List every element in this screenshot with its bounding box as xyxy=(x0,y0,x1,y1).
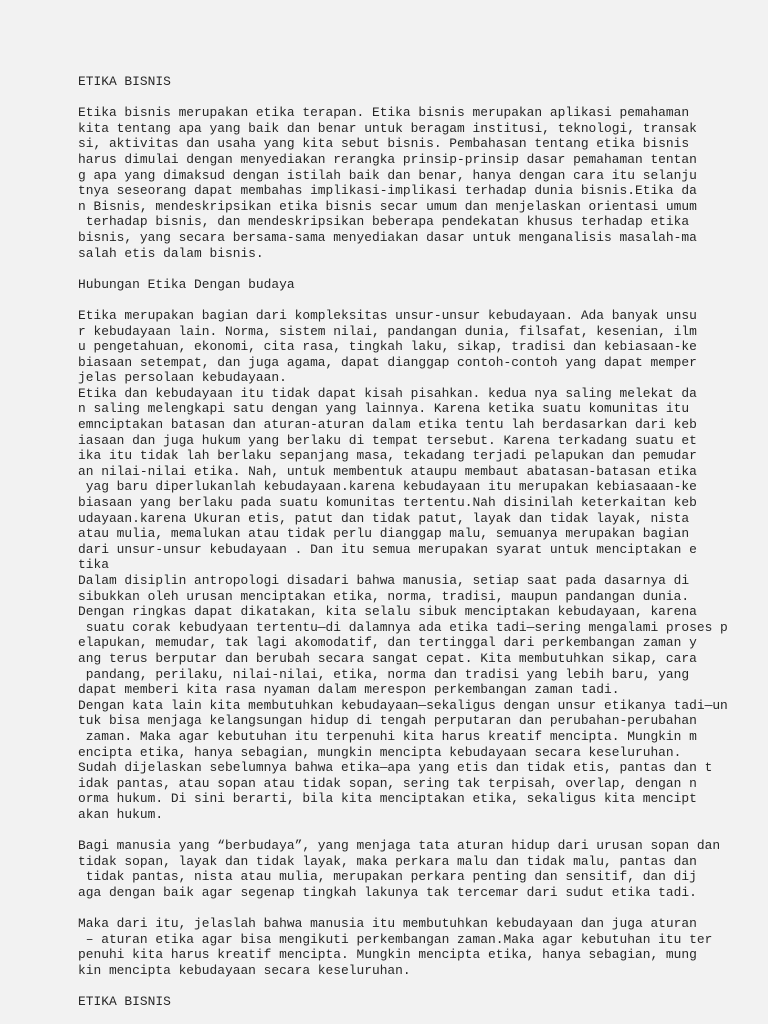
text-line: r kebudayaan lain. Norma, sistem nilai, pandangan dunia, filsafat, kesenian, ilm xyxy=(78,323,697,339)
text-line: tidak pantas, nista atau mulia, merupakan perkara penting dan sensitif, dan dij xyxy=(78,869,697,885)
text-line: aga dengan baik agar segenap tingkah lakunya tak tercemar dari sudut etika tadi. xyxy=(78,884,697,900)
text-line: elapukan, memudar, tak lagi akomodatif, dan tertinggal dari perkembangan zaman y xyxy=(78,635,697,651)
text-line: n saling melengkapi satu dengan yang lainnya. Karena ketika suatu komunitas itu xyxy=(78,401,690,417)
paragraph-gap xyxy=(78,900,738,916)
text-line: suatu corak kebudyaan tertentu—di dalamnya ada etika tadi—sering mengalami proses p xyxy=(78,619,728,635)
document-body xyxy=(78,74,738,1010)
text-line: salah etis dalam bisnis. xyxy=(78,245,264,261)
paragraph-gap xyxy=(78,261,738,277)
paragraph-gap xyxy=(78,823,738,839)
text-line: encipta etika, hanya sebagian, mungkin mencipta kebudayaan secara keseluruhan. xyxy=(78,744,682,760)
text-line: Sudah dijelaskan sebelumnya bahwa etika—apa yang etis dan tidak etis, pantas dan t xyxy=(78,760,713,776)
text-line: harus dimulai dengan menyediakan rerangka prinsip-prinsip dasar pemahaman tentan xyxy=(78,151,697,167)
text-line: jelas persolaan kebudayaan. xyxy=(78,370,287,386)
paragraph xyxy=(78,916,738,978)
document-title: ETIKA BISNIS xyxy=(78,74,171,89)
text-line: udayaan.karena Ukuran etis, patut dan tidak patut, layak dan tidak layak, nista xyxy=(78,510,690,526)
text-line: emnciptakan batasan dan aturan-aturan dalam etika tentu lah berdasarkan dari keb xyxy=(78,417,697,433)
text-line: pandang, perilaku, nilai-nilai, etika, norma dan tradisi yang lebih baru, yang xyxy=(78,666,690,682)
paragraph-gap xyxy=(78,292,738,308)
text-line: Etika merupakan bagian dari kompleksitas unsur-unsur kebudayaan. Ada banyak unsu xyxy=(78,307,697,323)
text-line: si, aktivitas dan usaha yang kita sebut bisnis. Pembahasan tentang etika bisnis xyxy=(78,136,690,152)
text-line: tidak sopan, layak dan tidak layak, maka perkara malu dan tidak malu, pantas dan xyxy=(78,853,697,869)
text-line: Hubungan Etika Dengan budaya xyxy=(78,276,295,292)
footer-title: ETIKA BISNIS xyxy=(78,994,171,1010)
text-line: u pengetahuan, ekonomi, cita rasa, tingkah laku, sikap, tradisi dan kebiasaan-ke xyxy=(78,339,697,355)
paragraph xyxy=(78,308,738,823)
paragraph-gap xyxy=(78,90,738,106)
text-line: atau mulia, memalukan atau tidak perlu dianggap malu, semuanya merupakan bagian xyxy=(78,526,690,542)
text-line: bisnis, yang secara bersama-sama menyediakan dasar untuk menganalisis masalah-ma xyxy=(78,229,697,245)
text-line: penuhi kita harus kreatif mencipta. Mungkin mencipta etika, hanya sebagian, mung xyxy=(78,947,697,963)
text-line: orma hukum. Di sini berarti, bila kita menciptakan etika, sekaligus kita mencipt xyxy=(78,791,697,807)
text-line: sibukkan oleh urusan menciptakan etika, norma, tradisi, maupun pandangan dunia. xyxy=(78,588,690,604)
text-line: biasaan setempat, dan juga agama, dapat dianggap contoh-contoh yang dapat memper xyxy=(78,354,697,370)
text-line: dari unsur-unsur kebudayaan . Dan itu semua merupakan syarat untuk menciptakan e xyxy=(78,541,697,557)
paragraphs xyxy=(78,105,738,978)
text-line: tnya seseorang dapat membahas implikasi-implikasi terhadap dunia bisnis.Etika da xyxy=(78,183,697,199)
text-line: ang terus berputar dan berubah secara sangat cepat. Kita membutuhkan sikap, cara xyxy=(78,650,697,666)
text-line: zaman. Maka agar kebutuhan itu terpenuhi kita harus kreatif mencipta. Mungkin m xyxy=(78,728,697,744)
text-line: tika xyxy=(78,557,109,573)
text-line: Maka dari itu, jelaslah bahwa manusia itu membutuhkan kebudayaan dan juga aturan xyxy=(78,916,697,932)
text-line: Dengan kata lain kita membutuhkan kebudayaan—sekaligus dengan unsur etikanya tadi—un xyxy=(78,697,728,713)
text-line: iasaan dan juga hukum yang berlaku di tempat tersebut. Karena terkadang suatu et xyxy=(78,432,697,448)
text-line: tuk bisa menjaga kelangsungan hidup di tengah perputaran dan perubahan-perubahan xyxy=(78,713,697,729)
section-heading xyxy=(78,277,738,293)
text-line: Etika bisnis merupakan etika terapan. Etika bisnis merupakan aplikasi pemahaman xyxy=(78,105,690,121)
text-line: Bagi manusia yang “berbudaya”, yang menjaga tata aturan hidup dari urusan sopan dan xyxy=(78,838,721,854)
text-line: kin mencipta kebudayaan secara keseluruhan. xyxy=(78,962,411,978)
text-line: ika itu tidak lah berlaku sepanjang masa, tekadang terjadi pelapukan dan pemudar xyxy=(78,448,697,464)
paragraph xyxy=(78,105,738,261)
text-line: biasaan yang berlaku pada suatu komunitas tertentu.Nah disinilah keterkaitan keb xyxy=(78,495,697,511)
text-line: dapat memberi kita rasa nyaman dalam merespon perkembangan zaman tadi. xyxy=(78,682,620,698)
text-line: idak pantas, atau sopan atau tidak sopan, sering tak terpisah, overlap, dengan n xyxy=(78,775,697,791)
text-line: akan hukum. xyxy=(78,806,164,822)
text-line: an nilai-nilai etika. Nah, untuk membentuk ataupu membaut abatasan-batasan etika xyxy=(78,463,697,479)
text-line: kita tentang apa yang baik dan benar untuk beragam institusi, teknologi, transak xyxy=(78,120,697,136)
text-line: g apa yang dimaksud dengan istilah baik dan benar, hanya dengan cara itu selanju xyxy=(78,167,697,183)
paragraph xyxy=(78,838,738,900)
text-line: – aturan etika agar bisa mengikuti perkembangan zaman.Maka agar kebutuhan itu ter xyxy=(78,931,713,947)
text-line: yag baru diperlukanlah kebudayaan.karena kebudayaan itu merupakan kebiasaaan-ke xyxy=(78,479,697,495)
text-line: Etika dan kebudayaan itu tidak dapat kisah pisahkan. kedua nya saling melekat da xyxy=(78,385,697,401)
text-line: n Bisnis, mendeskripsikan etika bisnis secar umum dan menjelaskan orientasi umum xyxy=(78,198,697,214)
text-line: Dengan ringkas dapat dikatakan, kita selalu sibuk menciptakan kebudayaan, karena xyxy=(78,604,697,620)
text-line: Dalam disiplin antropologi disadari bahwa manusia, setiap saat pada dasarnya di xyxy=(78,573,690,588)
text-line: terhadap bisnis, dan mendeskripsikan beberapa pendekatan khusus terhadap etika xyxy=(78,214,690,230)
paragraph-gap xyxy=(78,978,738,994)
